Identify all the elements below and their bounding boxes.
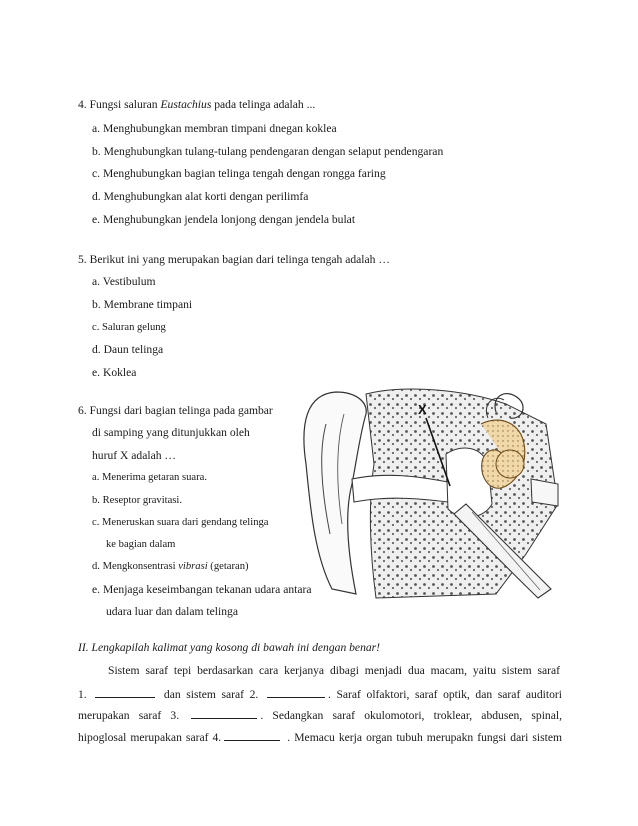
blank-4[interactable] bbox=[224, 729, 280, 741]
blank-2[interactable] bbox=[267, 686, 325, 698]
line-2-middle: dan sistem saraf 2. bbox=[163, 688, 259, 701]
blank-1[interactable] bbox=[95, 686, 155, 698]
line-3-end: . Sedangkan saraf okulomotori, troklear, abdusen, spinal, bbox=[260, 709, 562, 722]
section-2-line-4 bbox=[78, 729, 562, 745]
question-6-option-d[interactable] bbox=[92, 560, 249, 574]
question-5-stem: 5. Berikut ini yang merupakan bagian dari telinga tengah adalah … bbox=[78, 253, 390, 266]
blank-1-number: 1. bbox=[78, 688, 87, 701]
question-6-option-b[interactable]: b. Reseptor gravitasi. bbox=[92, 495, 183, 506]
question-6-option-a[interactable]: a. Menerima getaran suara. bbox=[92, 472, 208, 483]
question-6-stem-line-2: di samping yang ditunjukkan oleh bbox=[92, 426, 250, 439]
question-6-option-c-continued[interactable]: ke bagian dalam bbox=[106, 539, 176, 550]
question-4-option-d[interactable]: d. Menghubungkan alat korti dengan perilimfa bbox=[92, 190, 309, 203]
question-6-option-e[interactable]: e. Menjaga keseimbangan tekanan udara antara bbox=[92, 583, 312, 596]
blank-3[interactable] bbox=[191, 707, 257, 719]
question-4-option-e[interactable]: e. Menghubungkan jendela lonjong dengan jendela bulat bbox=[92, 213, 356, 226]
ear-anatomy-figure bbox=[296, 384, 566, 602]
question-5-option-e[interactable]: e. Koklea bbox=[92, 366, 137, 379]
section-2-line-1: Sistem saraf tepi berdasarkan cara kerjanya dibagi menjadi dua macam, yaitu sistem saraf bbox=[108, 664, 560, 677]
question-5-option-a[interactable]: a. Vestibulum bbox=[92, 275, 156, 288]
question-6-option-c[interactable]: c. Meneruskan suara dari gendang telinga bbox=[92, 517, 269, 528]
question-6-stem-line-3: huruf X adalah … bbox=[92, 449, 177, 462]
option-d-text-end: (getaran) bbox=[207, 561, 249, 572]
section-2-line-2 bbox=[78, 686, 562, 702]
x-label: X bbox=[418, 402, 427, 417]
line-4-end: . Memacu kerja organ tubuh merupakn fungsi dari sistem bbox=[287, 731, 562, 744]
question-4-text: 4. Fungsi saluran bbox=[78, 98, 161, 111]
question-5-option-c[interactable]: c. Saluran gelung bbox=[92, 322, 166, 333]
question-4-option-c[interactable]: c. Menghubungkan bagian telinga tengah dengan rongga faring bbox=[92, 167, 386, 180]
section-2-line-3 bbox=[78, 707, 562, 723]
question-6-stem-line-1: 6. Fungsi dari bagian telinga pada gambar bbox=[78, 404, 273, 417]
section-2-heading: II. Lengkapilah kalimat yang kosong di bawah ini dengan benar! bbox=[78, 641, 381, 654]
line-2-end: . Saraf olfaktori, saraf optik, dan saraf auditori bbox=[327, 688, 562, 701]
question-4-stem bbox=[78, 98, 315, 112]
line-3-start: merupakan saraf 3. bbox=[78, 709, 180, 722]
question-4-text-end: pada telinga adalah ... bbox=[211, 98, 316, 111]
question-5-option-b[interactable]: b. Membrane timpani bbox=[92, 298, 193, 311]
line-4-start: hipoglosal merupakan saraf 4. bbox=[78, 731, 222, 744]
option-d-term: vibrasi bbox=[178, 561, 208, 572]
question-4-option-a[interactable]: a. Menghubungkan membran timpani dnegan koklea bbox=[92, 122, 337, 135]
question-6-option-e-continued[interactable]: udara luar dan dalam telinga bbox=[106, 605, 238, 618]
option-d-text: d. Mengkonsentrasi bbox=[92, 561, 179, 572]
question-4-term: Eustachius bbox=[160, 98, 212, 111]
question-5-option-d[interactable]: d. Daun telinga bbox=[92, 343, 164, 356]
question-4-option-b[interactable]: b. Menghubungkan tulang-tulang pendengaran dengan selaput pendengaran bbox=[92, 145, 444, 158]
